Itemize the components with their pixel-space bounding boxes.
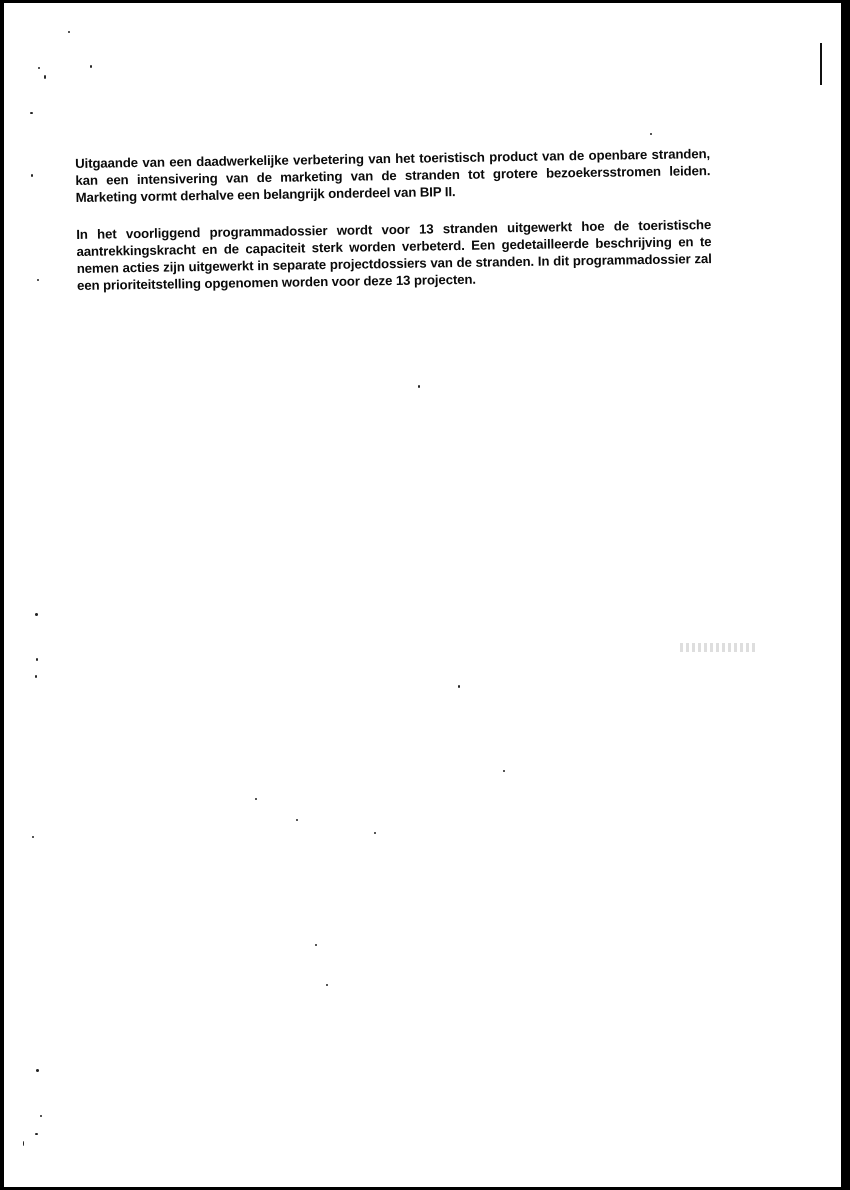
scan-speck	[44, 75, 46, 79]
scan-speck	[37, 279, 39, 281]
scan-speck	[315, 944, 317, 946]
scanned-page	[4, 3, 841, 1187]
scan-speck	[31, 174, 33, 177]
scan-speck	[503, 770, 505, 772]
scan-speck	[38, 67, 40, 69]
scan-speck	[30, 112, 33, 114]
scan-speck	[35, 675, 37, 678]
scan-speck	[23, 1141, 24, 1146]
scan-speck	[36, 658, 38, 661]
faint-scan-mark	[680, 643, 758, 652]
scan-speck	[68, 31, 70, 33]
scan-speck	[418, 385, 420, 388]
scan-edge-line	[820, 43, 822, 85]
scan-speck	[35, 1133, 38, 1135]
scan-speck	[36, 1069, 39, 1072]
scan-speck	[650, 133, 652, 135]
scan-speck	[458, 685, 460, 688]
paragraph-marketing: Uitgaande van een daadwerkelijke verbetering van het toeristisch product van de openbare stranden, kan een intensivering van de marketing van de stranden tot grotere bezoekersstromen leiden. Marketing vormt derhalve een belangrijk onderdeel van BIP II.	[75, 146, 711, 205]
scan-speck	[40, 1115, 42, 1117]
scan-speck	[90, 65, 92, 68]
scan-speck	[32, 836, 34, 838]
scan-speck	[296, 819, 298, 821]
scan-speck	[374, 832, 376, 834]
paragraph-programmadossier: In het voorliggend programmadossier wordt voor 13 stranden uitgewerkt hoe de toeristische aantrekkingskracht en de capaciteit sterk worden verbeterd. Een gedetailleerde beschrijving en te nemen acties zijn uitgewerkt in separate projectdossiers van de stranden. In dit programmadossier zal een prioriteitstelling opgenomen worden voor deze 13 projecten.	[76, 217, 712, 293]
scan-speck	[35, 613, 38, 616]
scan-speck	[255, 798, 257, 800]
body-text	[75, 145, 712, 314]
scan-speck	[326, 984, 328, 986]
